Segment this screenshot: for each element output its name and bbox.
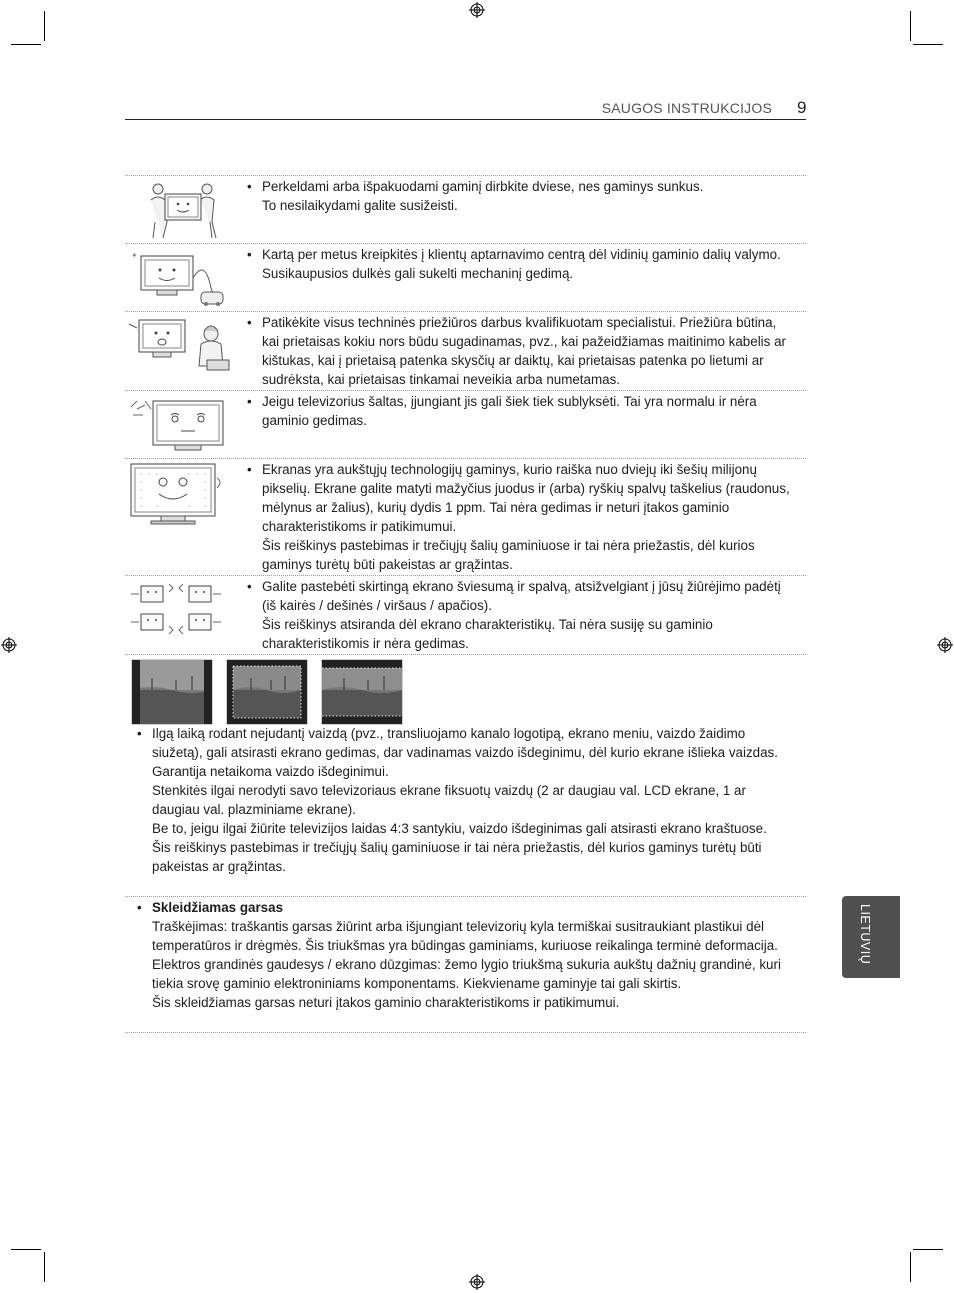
- list-item: [247, 245, 797, 283]
- paragraph: Jeigu televizorius šaltas, įjungiant jis gali šiek tiek sublyksėti. Tai yra normalu ir nėra gaminio gedimas.: [262, 394, 757, 428]
- bullet: •: [247, 579, 252, 594]
- list-item: [137, 898, 797, 1012]
- crop-mark: [11, 44, 41, 45]
- paragraph: Traškėjimas: traškantis garsas žiūrint arba išjungiant televizorių kyla termiškai susitraukiant plastikui dėl temperatūros ir drėgmės. Šis triukšmas yra būdingas gaminiams, kuriuose reikalinga terminė deformacija. Elektros grandinės gaudesys / ekrano dūzgimas: žemo lygio triukšmą sukuria aukštų dažnių grandinė, kuri tiekia srovę gaminio elektroniniams komponentams. Kiekviename gaminyje tai gali skirtis.: [152, 919, 781, 991]
- row-text: [247, 460, 797, 574]
- crop-mark: [913, 1249, 943, 1250]
- row-divider: [125, 458, 806, 459]
- page-number: 9: [797, 98, 807, 117]
- bullet: •: [247, 394, 252, 409]
- two-people-carrying-tv-icon: [127, 180, 237, 240]
- row-text: [247, 577, 797, 653]
- list-item: [247, 577, 797, 653]
- tv-viewing-angles-icon: [127, 580, 237, 642]
- row-text: [247, 177, 797, 215]
- paragraph: Ekranas yra aukštųjų technologijų gaminys, kurio raiška nuo dviejų iki šešių milijonų pikselių. Ekrane galite matyti mažyčius juodus ir (arba) ryškių spalvų taškelius (raudonus, mėlynus ar žalius), kurių dydis 1 ppm. Tai nėra gedimas ir neturi įtakos gaminio charakteristikoms ir patikimumui.: [262, 462, 790, 534]
- row-text: [247, 245, 797, 283]
- cold-tv-flicker-icon: [127, 393, 237, 455]
- paragraph: Stenkitės ilgai nerodyti savo televizoriaus ekrane fiksuotų vaizdų (2 ar daugiau val. LCD ekrane, 1 ar daugiau val. plazminiame ekrane).: [152, 783, 746, 817]
- row-divider: [125, 390, 806, 391]
- list-item: [247, 313, 797, 389]
- paragraph: Ilgą laiką rodant nejudantį vaizdą (pvz., transliuojamo kanalo logotipą, ekrano meniu, vaizdo žaidimo siužetą), gali atsirasti ekrano gedimas, dar vadinamas vaizdo išdeginimu, dėl kurio ekrane išlieka vaizdas. Garantija netaikoma vaizdo išdeginimui.: [152, 726, 778, 779]
- section-title: SAUGOS INSTRUKCIJOS: [601, 100, 772, 116]
- paragraph: Šis skleidžiamas garsas neturi įtakos gaminio charakteristikoms ir patikimumui.: [152, 995, 620, 1010]
- paragraph: To nesilaikydami galite susižeisti.: [262, 198, 458, 213]
- registration-mark-icon: [937, 637, 953, 653]
- sound-heading: Skleidžiamas garsas: [152, 900, 284, 915]
- crop-mark: [44, 1252, 45, 1282]
- tv-pixels-icon: [127, 462, 237, 528]
- bullet: •: [247, 462, 252, 477]
- landscape-burn-in-photo-2: [226, 659, 308, 725]
- paragraph: Galite pastebėti skirtingą ekrano šviesumą ir spalvą, atsižvelgiant į jūsų žiūrėjimo padėtį (iš kairės / dešinės / viršaus / apačios).: [262, 579, 781, 613]
- paragraph: Be to, jeigu ilgai žiūrite televizijos laidas 4:3 santykiu, vaizdo išdeginimas gali atsirasti ekrano kraštuose.: [152, 821, 767, 836]
- paragraph: Perkeldami arba išpakuodami gaminį dirbkite dviese, nes gaminys sunkus.: [262, 179, 704, 194]
- crop-mark: [44, 11, 45, 41]
- image-retention-text: [137, 724, 797, 876]
- row-divider: [125, 575, 806, 576]
- bullet: •: [247, 315, 252, 330]
- paragraph: Šis reiškinys atsiranda dėl ekrano charakteristikų. Tai nėra susiję su gaminio charakteristikomis ir nėra gedimas.: [262, 617, 713, 651]
- tv-technician-icon: [127, 314, 237, 374]
- svg-text:✦: ✦: [131, 251, 138, 260]
- bullet: •: [137, 900, 142, 915]
- crop-mark: [910, 11, 911, 41]
- paragraph: Šis reiškinys pastebimas ir trečiųjų šalių gaminiuose ir tai nėra priežastis, dėl kurios gaminys turėtų būti pakeistas ar grąžintas.: [152, 840, 762, 874]
- row-divider: [125, 1032, 806, 1033]
- bullet: •: [137, 726, 142, 741]
- paragraph: Patikėkite visus techninės priežiūros darbus kvalifikuotam specialistui. Priežiūra būtina, kai prietaisas kokiu nors būdu sugadinamas, pvz., kai pažeidžiamas maitinimo kabelis ar kištukas, kai į prietaisą patenka skysčių ar daiktų, kai prietaisas patenka po lietumi ar sudrėksta, kai prietaisas tinkamai neveikia arba numetamas.: [262, 315, 786, 387]
- list-item: [247, 177, 797, 215]
- paragraph: Kartą per metus kreipkitės į klientų aptarnavimo centrą dėl vidinių gaminio dalių valymo.: [262, 247, 781, 262]
- crop-mark: [913, 44, 943, 45]
- list-item: [247, 460, 797, 574]
- bullet: •: [247, 247, 252, 262]
- header-rule: [125, 119, 806, 120]
- paragraph: Susikaupusios dulkės gali sukelti mechaninį gedimą.: [262, 266, 574, 281]
- sound-text: [137, 898, 797, 1012]
- registration-mark-icon: [1, 637, 17, 653]
- tv-vacuum-cleaner-icon: [127, 248, 237, 308]
- crop-mark: [910, 1252, 911, 1282]
- language-tab: [842, 896, 900, 978]
- registration-mark-icon: [469, 2, 485, 18]
- language-tab-label: LIETUVIŲ: [858, 904, 872, 965]
- row-divider: [125, 175, 806, 176]
- registration-mark-icon: [469, 1274, 485, 1290]
- landscape-burn-in-photo-1: [131, 659, 213, 725]
- row-divider: [125, 243, 806, 244]
- row-text: [247, 392, 797, 430]
- row-divider: [125, 311, 806, 312]
- crop-mark: [11, 1249, 41, 1250]
- list-item: [137, 724, 797, 876]
- row-text: [247, 313, 797, 389]
- row-divider: [125, 896, 806, 897]
- paragraph: Šis reiškinys pastebimas ir trečiųjų šalių gaminiuose ir tai nėra priežastis, dėl kurios gaminys turėtų būti pakeistas ar grąžintas.: [262, 538, 755, 572]
- bullet: •: [247, 179, 252, 194]
- landscape-burn-in-photo-3: [321, 659, 403, 725]
- row-divider: [125, 654, 806, 655]
- list-item: [247, 392, 797, 430]
